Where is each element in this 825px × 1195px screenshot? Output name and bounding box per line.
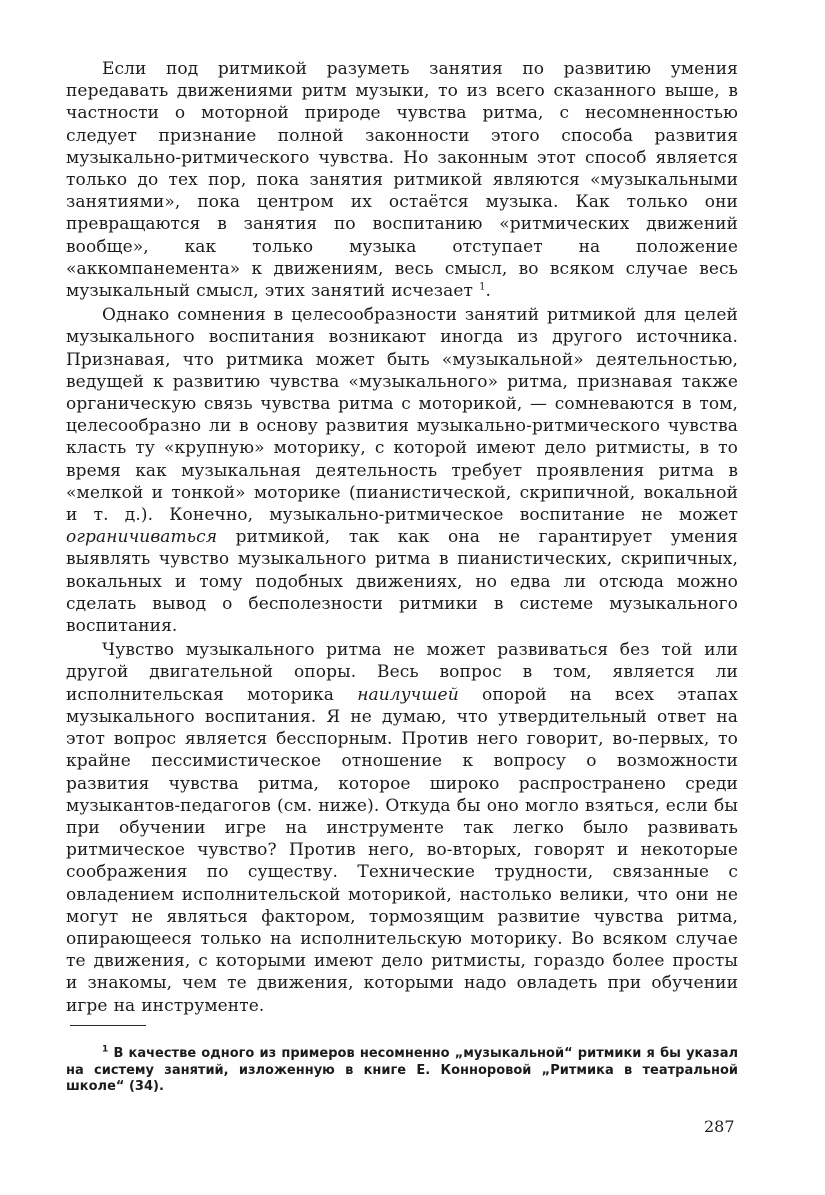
paragraph-2-text-a: Однако сомнения в целесообразности занятий ритмикой для целей музыкального воспитания возникают иногда из другого источника. Признавая, что ритмика может быть «музыкальной» деятельностью, ведущей к развитию чувства «музыкального» ритма, признавая также органическую связь чувства ритма с моторикой, — сомневаются в том, целесообразно ли в основу развития музыкально-ритмического чувства класть ту «крупную» моторику, с которой имеют дело ритмисты, в то время как музыкальная деятельность требует проявления ритма в «мелкой и тонкой» моторике (пианистической, скрипичной, вокальной и т. д.). Конечно, музыкально-ритмическое воспитание не может xyxy=(66,305,738,526)
footnote-text: В качестве одного из примеров несомненно „музыкальной“ ритмики я бы указал на систему занятий, изложенную в книге Е. Конноровой „Ритмика в театральной школе“ (34). xyxy=(66,1046,738,1094)
page-number: 287 xyxy=(704,1117,735,1136)
footnote-divider xyxy=(70,1025,146,1026)
paragraph-1 xyxy=(66,58,738,302)
footnote xyxy=(66,1046,738,1096)
paragraph-1-text: Если под ритмикой разуметь занятия по развитию умения передавать движениями ритм музыки, то из всего сказанного выше, в частности о моторной природе чувства ритма, с несомненностью следует признание полной законности этого способа развития музыкально-ритмического чувства. Но законным этот способ является только до тех пор, пока занятия ритмикой являются «музыкальными занятиями», пока центром их остаётся музыка. Как только они превращаются в занятия по воспитанию «ритмических движений вообще», как только музыка отступает на положение «аккомпанемента» к движениям, весь смысл, во всяком случае весь музыкальный смысл, этих занятий исчезает xyxy=(66,59,738,302)
footnote-mark: 1 xyxy=(102,1044,109,1055)
paragraph-3 xyxy=(66,639,738,1016)
paragraph-3-emphasis: наилучшей xyxy=(357,684,459,705)
main-text xyxy=(66,58,738,1017)
paragraph-2-text-b: ритмикой, так как она не гарантирует умения выявлять чувство музыкального ритма в пианистических, скрипичных, вокальных и тому подобных движениях, но едва ли отсюда можно сделать вывод о бесполезности ритмики в системе музыкального воспитания. xyxy=(66,527,738,637)
paragraph-1-end: . xyxy=(485,281,492,302)
footnote-reference: 1 xyxy=(479,281,486,293)
paragraph-2 xyxy=(66,304,738,637)
paragraph-3-text-a: Чувство музыкального ритма не может развиваться без той или другой двигательной опоры. Весь вопрос в том, является ли исполнительская моторика xyxy=(66,640,738,705)
paragraph-2-emphasis: ограничиваться xyxy=(66,527,218,548)
paragraph-3-text-b: опорой на всех этапах музыкального воспитания. Я не думаю, что утвердительный ответ на этот вопрос является бесспорным. Против него говорит, во-первых, то крайне пессимистическое отношение к вопросу о возможности развития чувства ритма, которое широко распространено среди музыкантов-педагогов (см. ниже). Откуда бы оно могло взяться, если бы при обучении игре на инструменте так легко было развивать ритмическое чувство? Против него, во-вторых, говорят и некоторые соображения по существу. Технические трудности, связанные с овладением исполнительской моторикой, настолько велики, что они не могут не являться фактором, тормозящим развитие чувства ритма, опирающееся только на исполнительскую моторику. Во всяком случае те движения, с которыми имеют дело ритмисты, гораздо более просты и знакомы, чем те движения, которыми надо овладеть при обучении игре на инструменте. xyxy=(66,684,738,1016)
